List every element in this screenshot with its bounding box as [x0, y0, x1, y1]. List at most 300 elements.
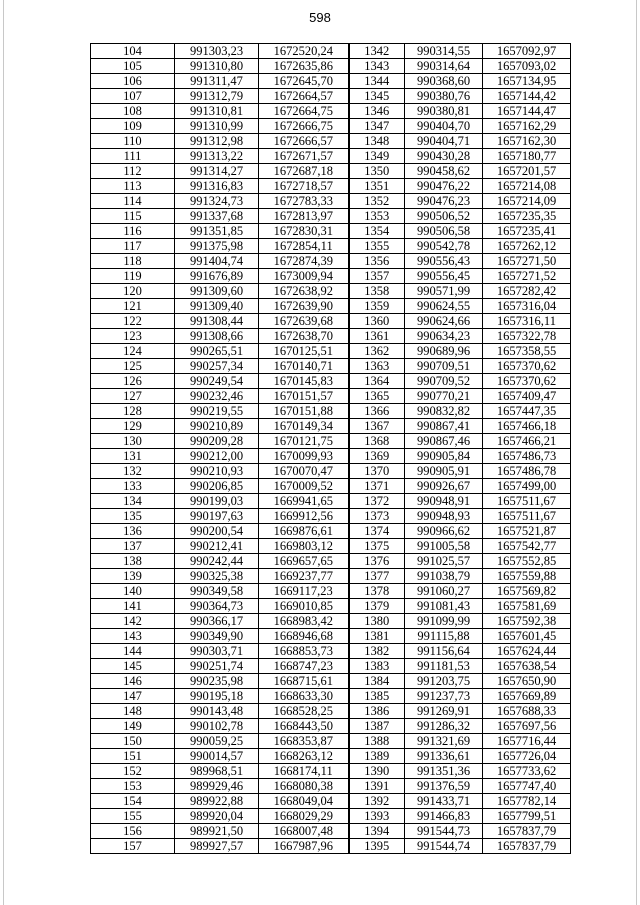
x-coordinate-right: 990506,58 — [405, 224, 483, 239]
x-coordinate-left: 991676,89 — [175, 269, 259, 284]
table-row — [91, 314, 571, 329]
point-number-left: 138 — [91, 554, 175, 569]
x-coordinate-right: 990506,52 — [405, 209, 483, 224]
page-number: 598 — [309, 10, 331, 25]
x-coordinate-right: 990404,71 — [405, 134, 483, 149]
table-row — [91, 659, 571, 674]
point-number-right: 1355 — [349, 239, 405, 254]
x-coordinate-left: 990325,38 — [175, 569, 259, 584]
point-number-left: 110 — [91, 134, 175, 149]
table-row — [91, 509, 571, 524]
y-coordinate-right: 1657271,52 — [483, 269, 571, 284]
y-coordinate-left: 1670099,93 — [259, 449, 349, 464]
point-number-right: 1367 — [349, 419, 405, 434]
table-row — [91, 644, 571, 659]
point-number-right: 1361 — [349, 329, 405, 344]
x-coordinate-left: 991324,73 — [175, 194, 259, 209]
table-row — [91, 134, 571, 149]
point-number-right: 1375 — [349, 539, 405, 554]
x-coordinate-left: 991311,47 — [175, 74, 259, 89]
point-number-left: 143 — [91, 629, 175, 644]
x-coordinate-right: 990556,45 — [405, 269, 483, 284]
point-number-right: 1392 — [349, 794, 405, 809]
x-coordinate-left: 990195,18 — [175, 689, 259, 704]
y-coordinate-right: 1657201,57 — [483, 164, 571, 179]
table-row — [91, 689, 571, 704]
x-coordinate-right: 991060,27 — [405, 584, 483, 599]
y-coordinate-left: 1668528,25 — [259, 704, 349, 719]
table-row — [91, 359, 571, 374]
point-number-right: 1373 — [349, 509, 405, 524]
table-row — [91, 539, 571, 554]
y-coordinate-right: 1657592,38 — [483, 614, 571, 629]
point-number-right: 1352 — [349, 194, 405, 209]
coordinates-table — [90, 43, 571, 854]
y-coordinate-left: 1668853,73 — [259, 644, 349, 659]
y-coordinate-left: 1668007,48 — [259, 824, 349, 839]
y-coordinate-right: 1657271,50 — [483, 254, 571, 269]
point-number-right: 1393 — [349, 809, 405, 824]
point-number-right: 1395 — [349, 839, 405, 854]
y-coordinate-right: 1657782,14 — [483, 794, 571, 809]
y-coordinate-left: 1672783,33 — [259, 194, 349, 209]
y-coordinate-right: 1657837,79 — [483, 839, 571, 854]
x-coordinate-right: 990689,96 — [405, 344, 483, 359]
point-number-right: 1390 — [349, 764, 405, 779]
point-number-left: 120 — [91, 284, 175, 299]
x-coordinate-left: 991303,23 — [175, 44, 259, 59]
y-coordinate-left: 1668633,30 — [259, 689, 349, 704]
y-coordinate-right: 1657638,54 — [483, 659, 571, 674]
y-coordinate-right: 1657542,77 — [483, 539, 571, 554]
x-coordinate-right: 990624,55 — [405, 299, 483, 314]
y-coordinate-right: 1657180,77 — [483, 149, 571, 164]
y-coordinate-left: 1673009,94 — [259, 269, 349, 284]
point-number-right: 1389 — [349, 749, 405, 764]
x-coordinate-right: 991433,71 — [405, 794, 483, 809]
table-row — [91, 239, 571, 254]
y-coordinate-left: 1668983,42 — [259, 614, 349, 629]
x-coordinate-left: 990303,71 — [175, 644, 259, 659]
x-coordinate-right: 990404,70 — [405, 119, 483, 134]
y-coordinate-right: 1657511,67 — [483, 494, 571, 509]
point-number-right: 1363 — [349, 359, 405, 374]
point-number-right: 1382 — [349, 644, 405, 659]
point-number-left: 131 — [91, 449, 175, 464]
table-row — [91, 119, 571, 134]
point-number-left: 125 — [91, 359, 175, 374]
point-number-right: 1391 — [349, 779, 405, 794]
point-number-left: 113 — [91, 179, 175, 194]
y-coordinate-left: 1670145,83 — [259, 374, 349, 389]
x-coordinate-right: 991466,83 — [405, 809, 483, 824]
x-coordinate-right: 991181,53 — [405, 659, 483, 674]
point-number-left: 141 — [91, 599, 175, 614]
x-coordinate-right: 991038,79 — [405, 569, 483, 584]
point-number-left: 123 — [91, 329, 175, 344]
point-number-left: 145 — [91, 659, 175, 674]
x-coordinate-left: 990200,54 — [175, 524, 259, 539]
y-coordinate-right: 1657092,97 — [483, 44, 571, 59]
x-coordinate-right: 991544,74 — [405, 839, 483, 854]
x-coordinate-left: 990257,34 — [175, 359, 259, 374]
x-coordinate-left: 989927,57 — [175, 839, 259, 854]
y-coordinate-right: 1657669,89 — [483, 689, 571, 704]
x-coordinate-right: 991544,73 — [405, 824, 483, 839]
x-coordinate-right: 990709,51 — [405, 359, 483, 374]
y-coordinate-right: 1657601,45 — [483, 629, 571, 644]
y-coordinate-left: 1672854,11 — [259, 239, 349, 254]
y-coordinate-right: 1657466,21 — [483, 434, 571, 449]
point-number-left: 105 — [91, 59, 175, 74]
x-coordinate-left: 989922,88 — [175, 794, 259, 809]
point-number-left: 121 — [91, 299, 175, 314]
x-coordinate-right: 991081,43 — [405, 599, 483, 614]
x-coordinate-left: 991337,68 — [175, 209, 259, 224]
x-coordinate-right: 990905,91 — [405, 464, 483, 479]
table-row — [91, 554, 571, 569]
y-coordinate-right: 1657799,51 — [483, 809, 571, 824]
y-coordinate-left: 1669912,56 — [259, 509, 349, 524]
table-row — [91, 344, 571, 359]
y-coordinate-right: 1657733,62 — [483, 764, 571, 779]
point-number-left: 126 — [91, 374, 175, 389]
table-row — [91, 674, 571, 689]
y-coordinate-right: 1657370,62 — [483, 359, 571, 374]
table-row — [91, 749, 571, 764]
point-number-left: 109 — [91, 119, 175, 134]
table-row — [91, 284, 571, 299]
y-coordinate-right: 1657688,33 — [483, 704, 571, 719]
table-row — [91, 794, 571, 809]
x-coordinate-right: 991336,61 — [405, 749, 483, 764]
y-coordinate-right: 1657316,11 — [483, 314, 571, 329]
x-coordinate-right: 990314,64 — [405, 59, 483, 74]
table-row — [91, 569, 571, 584]
point-number-left: 142 — [91, 614, 175, 629]
point-number-right: 1350 — [349, 164, 405, 179]
x-coordinate-right: 990571,99 — [405, 284, 483, 299]
y-coordinate-left: 1672664,75 — [259, 104, 349, 119]
y-coordinate-left: 1668263,12 — [259, 749, 349, 764]
table-row — [91, 104, 571, 119]
table-row — [91, 779, 571, 794]
x-coordinate-right: 990476,23 — [405, 194, 483, 209]
coordinates-table-body — [91, 44, 571, 854]
point-number-left: 154 — [91, 794, 175, 809]
x-coordinate-right: 991115,88 — [405, 629, 483, 644]
scan-edge-right — [636, 0, 637, 905]
x-coordinate-right: 991269,91 — [405, 704, 483, 719]
y-coordinate-right: 1657322,78 — [483, 329, 571, 344]
x-coordinate-right: 990380,81 — [405, 104, 483, 119]
scan-edge-left — [3, 0, 4, 905]
x-coordinate-left: 989921,50 — [175, 824, 259, 839]
table-row — [91, 809, 571, 824]
x-coordinate-right: 991156,64 — [405, 644, 483, 659]
point-number-right: 1346 — [349, 104, 405, 119]
point-number-left: 114 — [91, 194, 175, 209]
y-coordinate-left: 1668174,11 — [259, 764, 349, 779]
point-number-right: 1379 — [349, 599, 405, 614]
x-coordinate-right: 991286,32 — [405, 719, 483, 734]
y-coordinate-right: 1657521,87 — [483, 524, 571, 539]
y-coordinate-left: 1669941,65 — [259, 494, 349, 509]
y-coordinate-left: 1669237,77 — [259, 569, 349, 584]
x-coordinate-left: 991312,98 — [175, 134, 259, 149]
x-coordinate-left: 991310,99 — [175, 119, 259, 134]
y-coordinate-right: 1657235,35 — [483, 209, 571, 224]
point-number-left: 119 — [91, 269, 175, 284]
point-number-right: 1380 — [349, 614, 405, 629]
x-coordinate-left: 991309,40 — [175, 299, 259, 314]
point-number-right: 1376 — [349, 554, 405, 569]
y-coordinate-right: 1657162,30 — [483, 134, 571, 149]
point-number-left: 118 — [91, 254, 175, 269]
table-row — [91, 89, 571, 104]
table-row — [91, 209, 571, 224]
table-row — [91, 59, 571, 74]
y-coordinate-right: 1657144,42 — [483, 89, 571, 104]
x-coordinate-left: 991313,22 — [175, 149, 259, 164]
x-coordinate-left: 989920,04 — [175, 809, 259, 824]
y-coordinate-left: 1669803,12 — [259, 539, 349, 554]
y-coordinate-right: 1657552,85 — [483, 554, 571, 569]
y-coordinate-left: 1668747,23 — [259, 659, 349, 674]
y-coordinate-left: 1672639,90 — [259, 299, 349, 314]
x-coordinate-left: 990349,58 — [175, 584, 259, 599]
point-number-right: 1383 — [349, 659, 405, 674]
y-coordinate-left: 1670149,34 — [259, 419, 349, 434]
x-coordinate-left: 990143,48 — [175, 704, 259, 719]
y-coordinate-right: 1657716,44 — [483, 734, 571, 749]
point-number-left: 144 — [91, 644, 175, 659]
table-row — [91, 254, 571, 269]
table-row — [91, 719, 571, 734]
point-number-left: 112 — [91, 164, 175, 179]
point-number-left: 135 — [91, 509, 175, 524]
point-number-right: 1351 — [349, 179, 405, 194]
point-number-right: 1354 — [349, 224, 405, 239]
x-coordinate-left: 990242,44 — [175, 554, 259, 569]
y-coordinate-right: 1657726,04 — [483, 749, 571, 764]
point-number-left: 155 — [91, 809, 175, 824]
point-number-left: 136 — [91, 524, 175, 539]
y-coordinate-right: 1657214,09 — [483, 194, 571, 209]
y-coordinate-left: 1672830,31 — [259, 224, 349, 239]
point-number-right: 1342 — [349, 44, 405, 59]
x-coordinate-right: 990770,21 — [405, 389, 483, 404]
point-number-right: 1386 — [349, 704, 405, 719]
point-number-left: 115 — [91, 209, 175, 224]
point-number-left: 137 — [91, 539, 175, 554]
x-coordinate-right: 991321,69 — [405, 734, 483, 749]
table-row — [91, 299, 571, 314]
y-coordinate-right: 1657650,90 — [483, 674, 571, 689]
y-coordinate-left: 1669657,65 — [259, 554, 349, 569]
x-coordinate-left: 990251,74 — [175, 659, 259, 674]
point-number-right: 1348 — [349, 134, 405, 149]
y-coordinate-left: 1669876,61 — [259, 524, 349, 539]
table-row — [91, 629, 571, 644]
y-coordinate-right: 1657235,41 — [483, 224, 571, 239]
point-number-left: 104 — [91, 44, 175, 59]
y-coordinate-right: 1657499,00 — [483, 479, 571, 494]
x-coordinate-left: 991310,80 — [175, 59, 259, 74]
table-row — [91, 374, 571, 389]
x-coordinate-left: 991375,98 — [175, 239, 259, 254]
x-coordinate-left: 990014,57 — [175, 749, 259, 764]
y-coordinate-right: 1657358,55 — [483, 344, 571, 359]
y-coordinate-right: 1657282,42 — [483, 284, 571, 299]
point-number-right: 1362 — [349, 344, 405, 359]
y-coordinate-left: 1670125,51 — [259, 344, 349, 359]
x-coordinate-right: 990380,76 — [405, 89, 483, 104]
table-row — [91, 269, 571, 284]
point-number-left: 127 — [91, 389, 175, 404]
x-coordinate-right: 991025,57 — [405, 554, 483, 569]
y-coordinate-left: 1672638,92 — [259, 284, 349, 299]
point-number-right: 1344 — [349, 74, 405, 89]
x-coordinate-left: 991312,79 — [175, 89, 259, 104]
x-coordinate-left: 991314,27 — [175, 164, 259, 179]
y-coordinate-left: 1672671,57 — [259, 149, 349, 164]
point-number-left: 149 — [91, 719, 175, 734]
x-coordinate-left: 990210,89 — [175, 419, 259, 434]
point-number-left: 133 — [91, 479, 175, 494]
y-coordinate-left: 1668049,04 — [259, 794, 349, 809]
x-coordinate-right: 990542,78 — [405, 239, 483, 254]
x-coordinate-left: 990364,73 — [175, 599, 259, 614]
table-row — [91, 44, 571, 59]
x-coordinate-left: 990059,25 — [175, 734, 259, 749]
y-coordinate-right: 1657447,35 — [483, 404, 571, 419]
point-number-left: 130 — [91, 434, 175, 449]
x-coordinate-left: 990219,55 — [175, 404, 259, 419]
point-number-left: 132 — [91, 464, 175, 479]
point-number-right: 1364 — [349, 374, 405, 389]
y-coordinate-right: 1657511,67 — [483, 509, 571, 524]
x-coordinate-left: 990210,93 — [175, 464, 259, 479]
y-coordinate-left: 1669010,85 — [259, 599, 349, 614]
point-number-right: 1357 — [349, 269, 405, 284]
x-coordinate-right: 991376,59 — [405, 779, 483, 794]
point-number-left: 106 — [91, 74, 175, 89]
x-coordinate-right: 990458,62 — [405, 164, 483, 179]
point-number-right: 1372 — [349, 494, 405, 509]
point-number-left: 150 — [91, 734, 175, 749]
y-coordinate-left: 1667987,96 — [259, 839, 349, 854]
point-number-left: 134 — [91, 494, 175, 509]
y-coordinate-left: 1670151,57 — [259, 389, 349, 404]
table-row — [91, 614, 571, 629]
x-coordinate-right: 991005,58 — [405, 539, 483, 554]
x-coordinate-right: 991237,73 — [405, 689, 483, 704]
x-coordinate-left: 990249,54 — [175, 374, 259, 389]
point-number-left: 139 — [91, 569, 175, 584]
point-number-right: 1370 — [349, 464, 405, 479]
y-coordinate-right: 1657144,47 — [483, 104, 571, 119]
table-row — [91, 179, 571, 194]
x-coordinate-right: 990624,66 — [405, 314, 483, 329]
y-coordinate-left: 1668443,50 — [259, 719, 349, 734]
x-coordinate-left: 990265,51 — [175, 344, 259, 359]
table-row — [91, 524, 571, 539]
table-row — [91, 584, 571, 599]
x-coordinate-left: 990197,63 — [175, 509, 259, 524]
x-coordinate-left: 991316,83 — [175, 179, 259, 194]
point-number-left: 152 — [91, 764, 175, 779]
x-coordinate-left: 991351,85 — [175, 224, 259, 239]
point-number-left: 111 — [91, 149, 175, 164]
x-coordinate-left: 990102,78 — [175, 719, 259, 734]
point-number-right: 1359 — [349, 299, 405, 314]
x-coordinate-left: 991404,74 — [175, 254, 259, 269]
y-coordinate-left: 1672645,70 — [259, 74, 349, 89]
y-coordinate-left: 1672664,57 — [259, 89, 349, 104]
x-coordinate-right: 991203,75 — [405, 674, 483, 689]
x-coordinate-right: 990867,46 — [405, 434, 483, 449]
x-coordinate-left: 989968,51 — [175, 764, 259, 779]
x-coordinate-right: 990905,84 — [405, 449, 483, 464]
y-coordinate-right: 1657559,88 — [483, 569, 571, 584]
x-coordinate-left: 990232,46 — [175, 389, 259, 404]
x-coordinate-left: 990199,03 — [175, 494, 259, 509]
table-row — [91, 734, 571, 749]
point-number-left: 146 — [91, 674, 175, 689]
y-coordinate-left: 1672639,68 — [259, 314, 349, 329]
y-coordinate-left: 1672687,18 — [259, 164, 349, 179]
point-number-left: 116 — [91, 224, 175, 239]
point-number-left: 117 — [91, 239, 175, 254]
y-coordinate-left: 1672874,39 — [259, 254, 349, 269]
y-coordinate-right: 1657486,73 — [483, 449, 571, 464]
point-number-right: 1345 — [349, 89, 405, 104]
table-row — [91, 164, 571, 179]
x-coordinate-right: 990556,43 — [405, 254, 483, 269]
table-row — [91, 824, 571, 839]
point-number-left: 128 — [91, 404, 175, 419]
table-row — [91, 149, 571, 164]
x-coordinate-left: 990212,41 — [175, 539, 259, 554]
point-number-right: 1378 — [349, 584, 405, 599]
x-coordinate-right: 990634,23 — [405, 329, 483, 344]
point-number-right: 1377 — [349, 569, 405, 584]
x-coordinate-left: 989929,46 — [175, 779, 259, 794]
y-coordinate-right: 1657569,82 — [483, 584, 571, 599]
table-row — [91, 194, 571, 209]
point-number-right: 1365 — [349, 389, 405, 404]
point-number-right: 1368 — [349, 434, 405, 449]
y-coordinate-left: 1672635,86 — [259, 59, 349, 74]
y-coordinate-right: 1657747,40 — [483, 779, 571, 794]
y-coordinate-right: 1657370,62 — [483, 374, 571, 389]
table-row — [91, 479, 571, 494]
x-coordinate-left: 990209,28 — [175, 434, 259, 449]
table-row — [91, 419, 571, 434]
x-coordinate-left: 990212,00 — [175, 449, 259, 464]
x-coordinate-right: 990966,62 — [405, 524, 483, 539]
point-number-right: 1369 — [349, 449, 405, 464]
y-coordinate-left: 1670151,88 — [259, 404, 349, 419]
y-coordinate-left: 1670140,71 — [259, 359, 349, 374]
y-coordinate-left: 1672666,75 — [259, 119, 349, 134]
point-number-left: 157 — [91, 839, 175, 854]
x-coordinate-right: 991099,99 — [405, 614, 483, 629]
y-coordinate-right: 1657262,12 — [483, 239, 571, 254]
table-row — [91, 449, 571, 464]
point-number-right: 1349 — [349, 149, 405, 164]
